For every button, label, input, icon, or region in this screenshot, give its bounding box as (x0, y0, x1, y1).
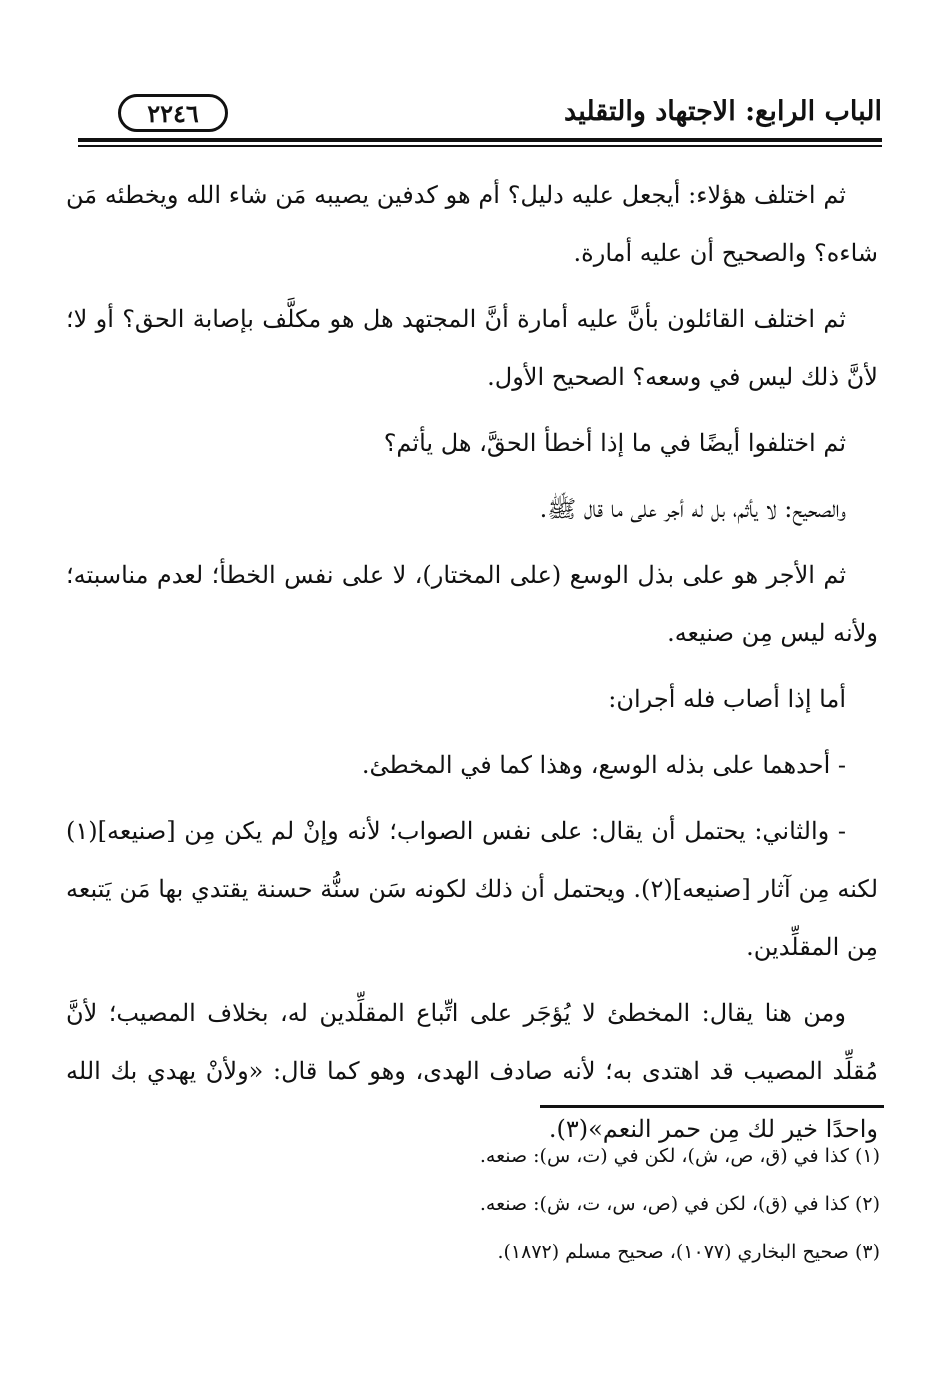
paragraph: والصحيح: لا يأثم، بل له أجر على ما قال ﷺ. (539, 495, 846, 523)
paragraph: ثم اختلف القائلون بأنَّ عليه أمارة أنَّ المجتهد هل هو مكلَّف بإصابة الحق؟ أو لا؛ لأنَّ ذلك ليس في وسعه؟ الصحيح الأول. (66, 305, 878, 391)
paragraph: أما إذا أصاب فله أجران: (608, 685, 846, 713)
header-rule-thin (78, 145, 882, 147)
paragraph: ثم اختلف هؤلاء: أيجعل عليه دليل؟ أم هو كدفين يصيبه مَن شاء الله ويخطئه مَن شاءه؟ والصحيح أن عليه أمارة. (66, 181, 878, 267)
page-number: ٢٢٤٦ (118, 94, 228, 132)
footnotes (200, 1132, 880, 1276)
paragraph: ومن هنا يقال: المخطئ لا يُؤجَر على اتِّباع المقلِّدين له، بخلاف المصيب؛ لأنَّ مُقلِّد المصيب قد اهتدى به؛ لأنه صادف الهدى، وهو كما قال: «ولأنْ يهدي بك الله واحدًا خير لك مِن حمر النعم»(٣). (66, 999, 878, 1143)
running-title: الباب الرابع: الاجتهاد والتقليد (564, 96, 882, 127)
footnote-separator (540, 1105, 884, 1108)
footnote: (١) كذا في (ق، ص، ش)، لكن في (ت، س): صنعه. (479, 1145, 880, 1167)
main-text (66, 166, 878, 1166)
paragraph: ثم الأجر هو على بذل الوسع (على المختار)، لا على نفس الخطأ؛ لعدم مناسبته؛ ولأنه ليس مِن صنيعه. (66, 561, 878, 647)
paragraph: ثم اختلفوا أيضًا في ما إذا أخطأ الحقَّ، هل يأثم؟ (383, 429, 846, 457)
footnote: (٣) صحيح البخاري (١٠٧٧)، صحيح مسلم (١٨٧٢). (497, 1241, 880, 1263)
footnote: (٢) كذا في (ق)، لكن في (ص، س، ت، ش): صنعه. (479, 1193, 880, 1215)
header-rule-thick (78, 138, 882, 142)
page-header (78, 92, 882, 148)
paragraph: - أحدهما على بذله الوسع، وهذا كما في المخطئ. (361, 751, 846, 779)
paragraph: - والثاني: يحتمل أن يقال: على نفس الصواب؛ لأنه وإنْ لم يكن مِن [صنيعه](١) لكنه مِن آثار [صنيعه](٢). ويحتمل أن ذلك لكونه سَن سنُّة حسنة يقتدي بها مَن يَتبعه مِن المقلِّدين. (66, 817, 879, 961)
